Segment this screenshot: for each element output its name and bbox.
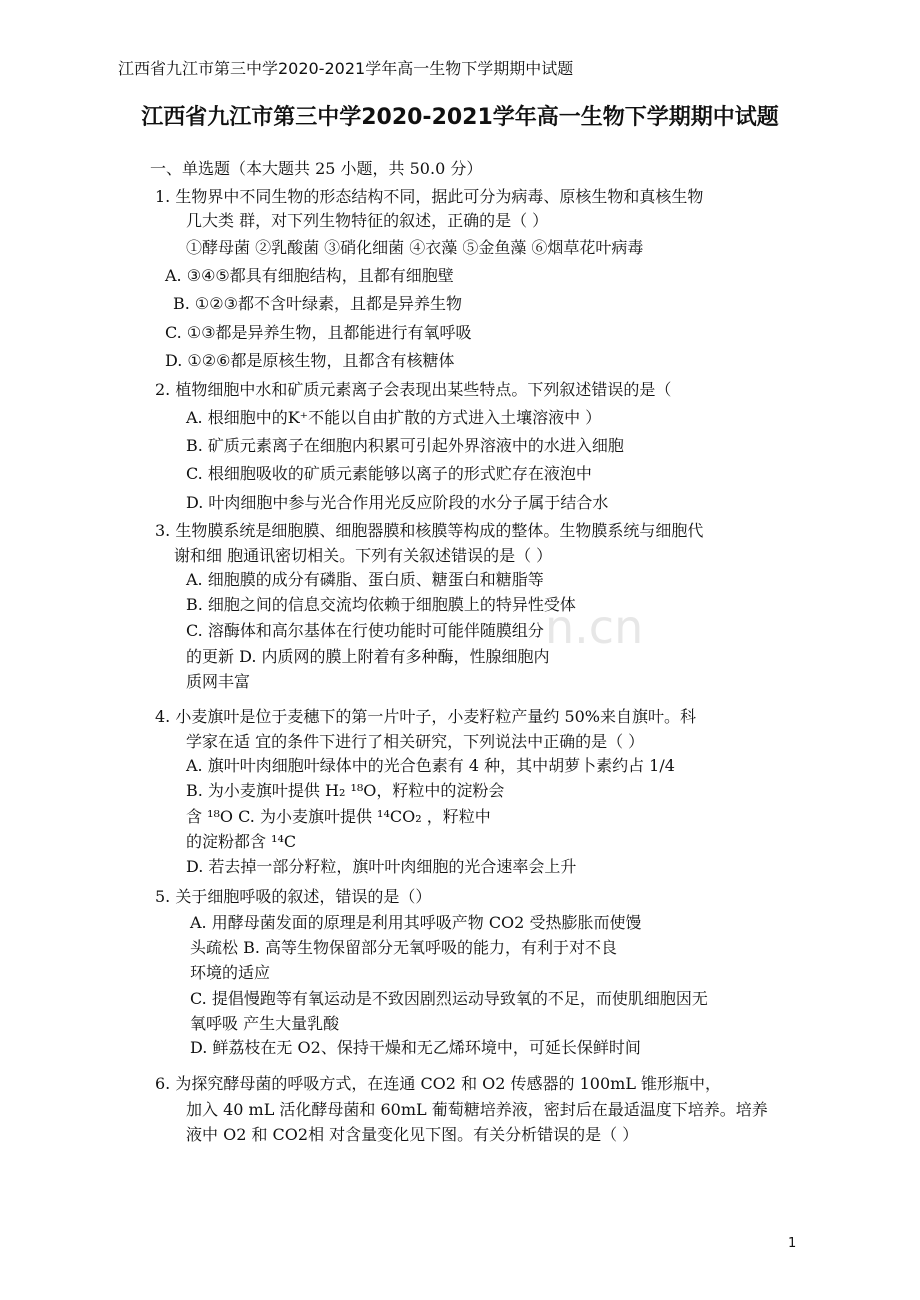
- question-1-cont: 几大类 群，对下列生物特征的叙述，正确的是（ ）: [186, 211, 549, 230]
- watermark: n.cn: [545, 600, 644, 654]
- page-header: 江西省九江市第三中学2020-2021学年高一生物下学期期中试题: [118, 59, 574, 78]
- page-number: 1: [788, 1236, 797, 1251]
- q2-option-d: D. 叶肉细胞中参与光合作用光反应阶段的水分子属于结合水: [186, 493, 609, 512]
- q4-option-b: B. 为小麦旗叶提供 H₂ ¹⁸O，籽粒中的淀粉会: [186, 781, 505, 800]
- q1-option-b: B. ①②③都不含叶绿素，且都是异养生物: [173, 294, 462, 313]
- question-6-cont-2: 液中 O2 和 CO2相 对含量变化见下图。有关分析错误的是（ ）: [186, 1125, 639, 1144]
- question-4: 4. 小麦旗叶是位于麦穗下的第一片叶子，小麦籽粒产量约 50%来自旗叶。科: [155, 707, 697, 726]
- q5-option-b-cont: 环境的适应: [190, 963, 271, 982]
- question-1: 1. 生物界中不同生物的形态结构不同，据此可分为病毒、原核生物和真核生物: [155, 187, 704, 206]
- q1-option-c: C. ①③都是异养生物，且都能进行有氧呼吸: [165, 323, 472, 342]
- q5-option-c: C. 提倡慢跑等有氧运动是不致因剧烈运动导致氧的不足，而使肌细胞因无: [190, 989, 708, 1008]
- question-1-list: ①酵母菌 ②乳酸菌 ③硝化细菌 ④衣藻 ⑤金鱼藻 ⑥烟草花叶病毒: [186, 238, 644, 257]
- q3-option-b: B. 细胞之间的信息交流均依赖于细胞膜上的特异性受体: [186, 595, 576, 614]
- q5-option-d: D. 鲜荔枝在无 O2、保持干燥和无乙烯环境中，可延长保鲜时间: [190, 1038, 641, 1057]
- q5-option-b: 头疏松 B. 高等生物保留部分无氧呼吸的能力，有利于对不良: [190, 938, 618, 957]
- q3-option-d-cont: 质网丰富: [186, 672, 251, 691]
- q5-option-c-cont: 氧呼吸 产生大量乳酸: [190, 1014, 340, 1033]
- q2-option-b: B. 矿质元素离子在细胞内积累可引起外界溶液中的水进入细胞: [186, 436, 624, 455]
- q3-option-c: C. 溶酶体和高尔基体在行使功能时可能伴随膜组分: [186, 621, 544, 640]
- question-3-cont: 谢和细 胞通讯密切相关。下列有关叙述错误的是（ ）: [174, 546, 553, 565]
- q1-option-a: A. ③④⑤都具有细胞结构，且都有细胞壁: [165, 266, 454, 285]
- question-3: 3. 生物膜系统是细胞膜、细胞器膜和核膜等构成的整体。生物膜系统与细胞代: [155, 521, 704, 540]
- q2-option-a: A. 根细胞中的K⁺不能以自由扩散的方式进入土壤溶液中 ）: [186, 408, 602, 427]
- question-2: 2. 植物细胞中水和矿质元素离子会表现出某些特点。下列叙述错误的是（: [155, 380, 672, 399]
- question-6-cont: 加入 40 mL 活化酵母菌和 60mL 葡萄糖培养液，密封后在最适温度下培养。培养: [186, 1100, 768, 1119]
- q5-option-a: A. 用酵母菌发面的原理是利用其呼吸产物 CO2 受热膨胀而使馒: [190, 913, 642, 932]
- q4-option-c-cont: 的淀粉都含 ¹⁴C: [186, 832, 297, 851]
- q3-option-a: A. 细胞膜的成分有磷脂、蛋白质、糖蛋白和糖脂等: [186, 570, 544, 589]
- q1-option-d: D. ①②⑥都是原核生物，且都含有核糖体: [165, 351, 455, 370]
- q4-option-a: A. 旗叶叶肉细胞叶绿体中的光合色素有 4 种，其中胡萝卜素约占 1/4: [186, 756, 675, 775]
- question-4-cont: 学家在适 宜的条件下进行了相关研究，下列说法中正确的是（ ）: [186, 732, 645, 751]
- q4-option-c: 含 ¹⁸O C. 为小麦旗叶提供 ¹⁴CO₂ ，籽粒中: [186, 807, 491, 826]
- q4-option-d: D. 若去掉一部分籽粒，旗叶叶肉细胞的光合速率会上升: [186, 857, 577, 876]
- document-title: 江西省九江市第三中学2020-2021学年高一生物下学期期中试题: [141, 105, 779, 130]
- q3-option-d: 的更新 D. 内质网的膜上附着有多种酶，性腺细胞内: [186, 647, 550, 666]
- question-5: 5. 关于细胞呼吸的叙述，错误的是（）: [155, 887, 432, 906]
- section-heading: 一、单选题（本大题共 25 小题，共 50.0 分）: [150, 159, 483, 178]
- question-6: 6. 为探究酵母菌的呼吸方式，在连通 CO2 和 O2 传感器的 100mL 锥形瓶中，: [155, 1074, 722, 1093]
- q2-option-c: C. 根细胞吸收的矿质元素能够以离子的形式贮存在液泡中: [186, 464, 592, 483]
